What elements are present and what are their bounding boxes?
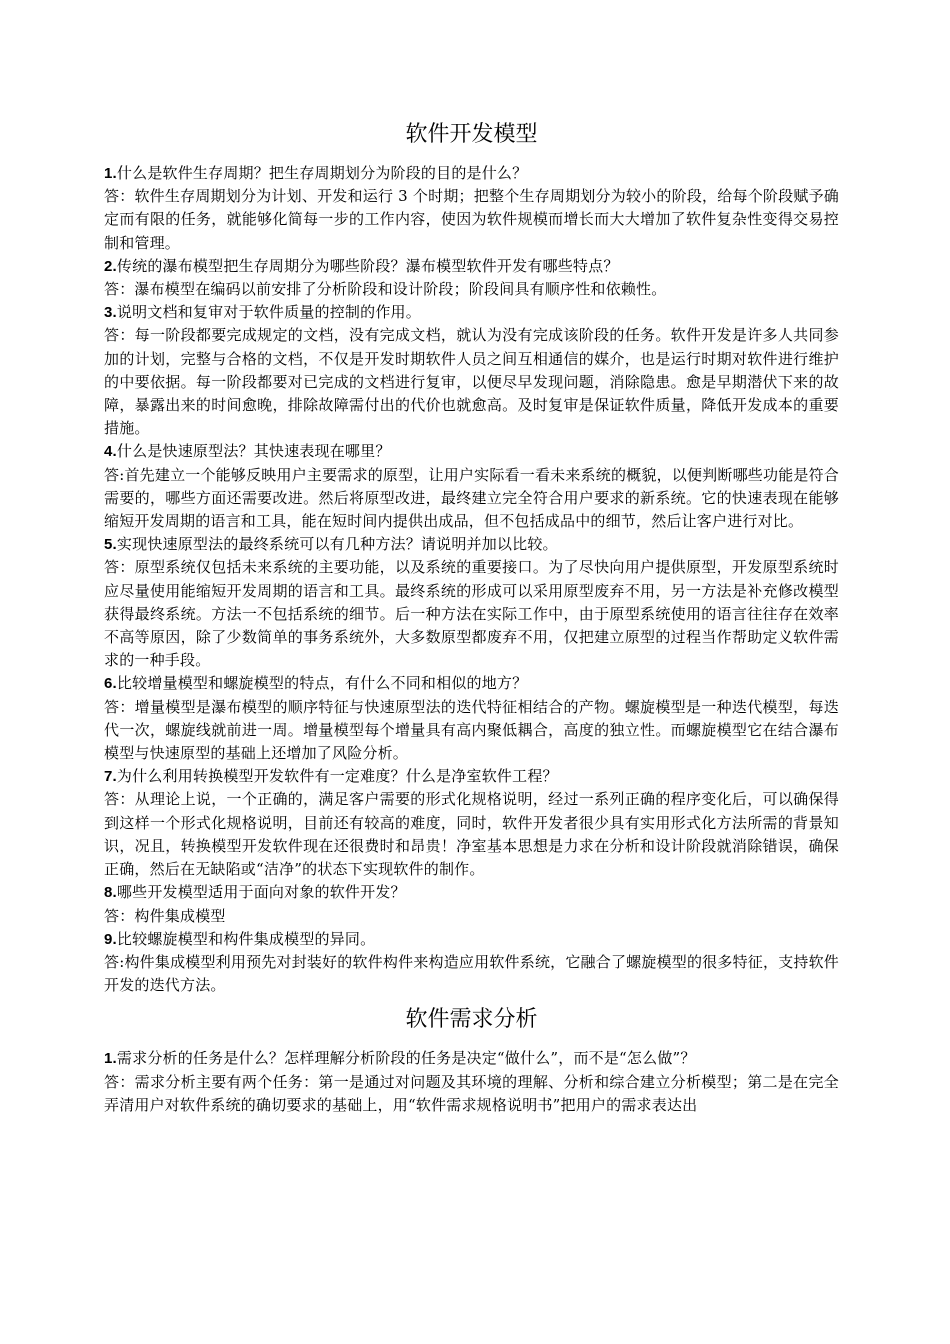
answer-4: 答:首先建立一个能够反映用户主要需求的原型，让用户实际看一看未来系统的概貌，以便判断哪些功能是符合需要的，哪些方面还需要改进。然后将原型改进，最终建立完全符合用户要求的新系统。它的快速表现在能够缩短开发周期的语言和工具，能在短时间内提供出成品，但不包括成品中的细节，然后让客户进行对比。 [104, 465, 839, 531]
question-text: 传统的瀑布模型把生存周期分为哪些阶段？瀑布模型软件开发有哪些特点？ [116, 256, 619, 275]
answer-3: 答：每一阶段都要完成规定的文档，没有完成文档，就认为没有完成该阶段的任务。软件开发是许多人共同参加的计划，完整与合格的文档，不仅是开发时期软件人员之间互相通信的媒介，也是运行时期对软件进行维护的中要依据。每一阶段都要对已完成的文档进行复审，以便尽早发现问题，消除隐患。愈是早期潜伏下来的故障，暴露出来的时间愈晚，排除故障需付出的代价也就愈高。及时复审是保证软件质量，降低开发成本的重要措施。 [104, 326, 839, 438]
document-page [104, 118, 839, 1117]
answer-6: 答：增量模型是瀑布模型的顺序特征与快速原型法的迭代特征相结合的产物。螺旋模型是一种迭代模型，每迭代一次，螺旋线就前进一周。增量模型每个增量具有高内聚低耦合，高度的独立性。而螺旋模型它在结合瀑布模型与快速原型的基础上还增加了风险分析。 [104, 697, 839, 763]
question-number: 2. [104, 257, 117, 275]
question-4 [104, 440, 839, 463]
section-title-development-models: 软件开发模型 [405, 122, 538, 147]
question-3 [104, 301, 839, 324]
question-text: 说明文档和复审对于软件质量的控制的作用。 [116, 303, 421, 322]
qa-list-development-models [104, 162, 839, 997]
question-text: 什么是快速原型法？其快速表现在哪里？ [116, 442, 391, 461]
question-1 [104, 1047, 839, 1070]
question-8 [104, 881, 839, 904]
answer-8: 答：构件集成模型 [104, 906, 226, 925]
question-number: 6. [104, 675, 117, 693]
question-number: 5. [104, 536, 117, 554]
question-number: 7. [104, 768, 117, 786]
question-text: 哪些开发模型适用于面向对象的软件开发？ [116, 883, 406, 902]
question-9 [104, 928, 839, 951]
answer-1: 答：软件生存周期划分为计划、开发和运行 3 个时期；把整个生存周期划分为较小的阶段，给每个阶段赋予确定而有限的任务，就能够化简每一步的工作内容，使因为软件规模而增长而大大增加了软件复杂性变得交易控制和管理。 [104, 187, 839, 252]
question-5 [104, 533, 839, 556]
qa-list-requirements-analysis [104, 1047, 839, 1117]
question-7 [104, 765, 839, 788]
answer-7: 答：从理论上说，一个正确的，满足客户需要的形式化规格说明，经过一系列正确的程序变化后，可以确保得到这样一个形式化规格说明，目前还有较高的难度，同时，软件开发者很少具有实用形式化方法所需的背景知识，况且，转换模型开发软件现在还很费时和昂贵！净室基本思想是力求在分析和设计阶段就消除错误，确保正确，然后在无缺陷或“洁净”的状态下实现软件的制作。 [104, 790, 839, 879]
question-text: 比较螺旋模型和构件集成模型的异同。 [116, 929, 376, 948]
question-number: 3. [104, 304, 117, 322]
answer-9: 答:构件集成模型利用预先对封装好的软件构件来构造应用软件系统，它融合了螺旋模型的很多特征，支持软件开发的迭代方法。 [104, 952, 839, 995]
question-6 [104, 672, 839, 695]
question-text: 实现快速原型法的最终系统可以有几种方法？请说明并加以比较。 [116, 535, 558, 554]
question-number: 8. [104, 884, 117, 902]
question-text: 为什么利用转换模型开发软件有一定难度？什么是净室软件工程？ [116, 767, 558, 786]
question-number: 1. [104, 1050, 117, 1068]
question-text: 需求分析的任务是什么？怎样理解分析阶段的任务是决定“做什么”，而不是“怎么做”？ [116, 1049, 696, 1068]
answer-5: 答：原型系统仅包括未来系统的主要功能，以及系统的重要接口。为了尽快向用户提供原型，开发原型系统时应尽量使用能缩短开发周期的语言和工具。最终系统的形成可以采用原型废弃不用，另一方法是补充修改模型获得最终系统。方法一不包括系统的细节。后一种方法在实际工作中，由于原型系统使用的语言往往存在效率不高等原因，除了少数简单的事务系统外，大多数原型都废弃不用，仅把建立原型的过程当作帮助定义软件需求的一种手段。 [104, 558, 839, 670]
section-title-requirements-analysis: 软件需求分析 [405, 1007, 538, 1033]
answer-1: 答：需求分析主要有两个任务：第一是通过对问题及其环境的理解、分析和综合建立分析模型；第二是在完全弄清用户对软件系统的确切要求的基础上，用“软件需求规格说明书”把用户的需求表达出 [104, 1072, 839, 1114]
question-text: 什么是软件生存周期？把生存周期划分为阶段的目的是什么？ [116, 164, 528, 182]
answer-2: 答：瀑布模型在编码以前安排了分析阶段和设计阶段；阶段间具有顺序性和依赖性。 [104, 280, 667, 299]
question-2 [104, 255, 839, 278]
question-text: 比较增量模型和螺旋模型的特点，有什么不同和相似的地方？ [116, 674, 528, 693]
question-1 [104, 162, 839, 185]
question-number: 9. [104, 930, 117, 948]
question-number: 1. [104, 165, 117, 182]
question-number: 4. [104, 443, 117, 461]
